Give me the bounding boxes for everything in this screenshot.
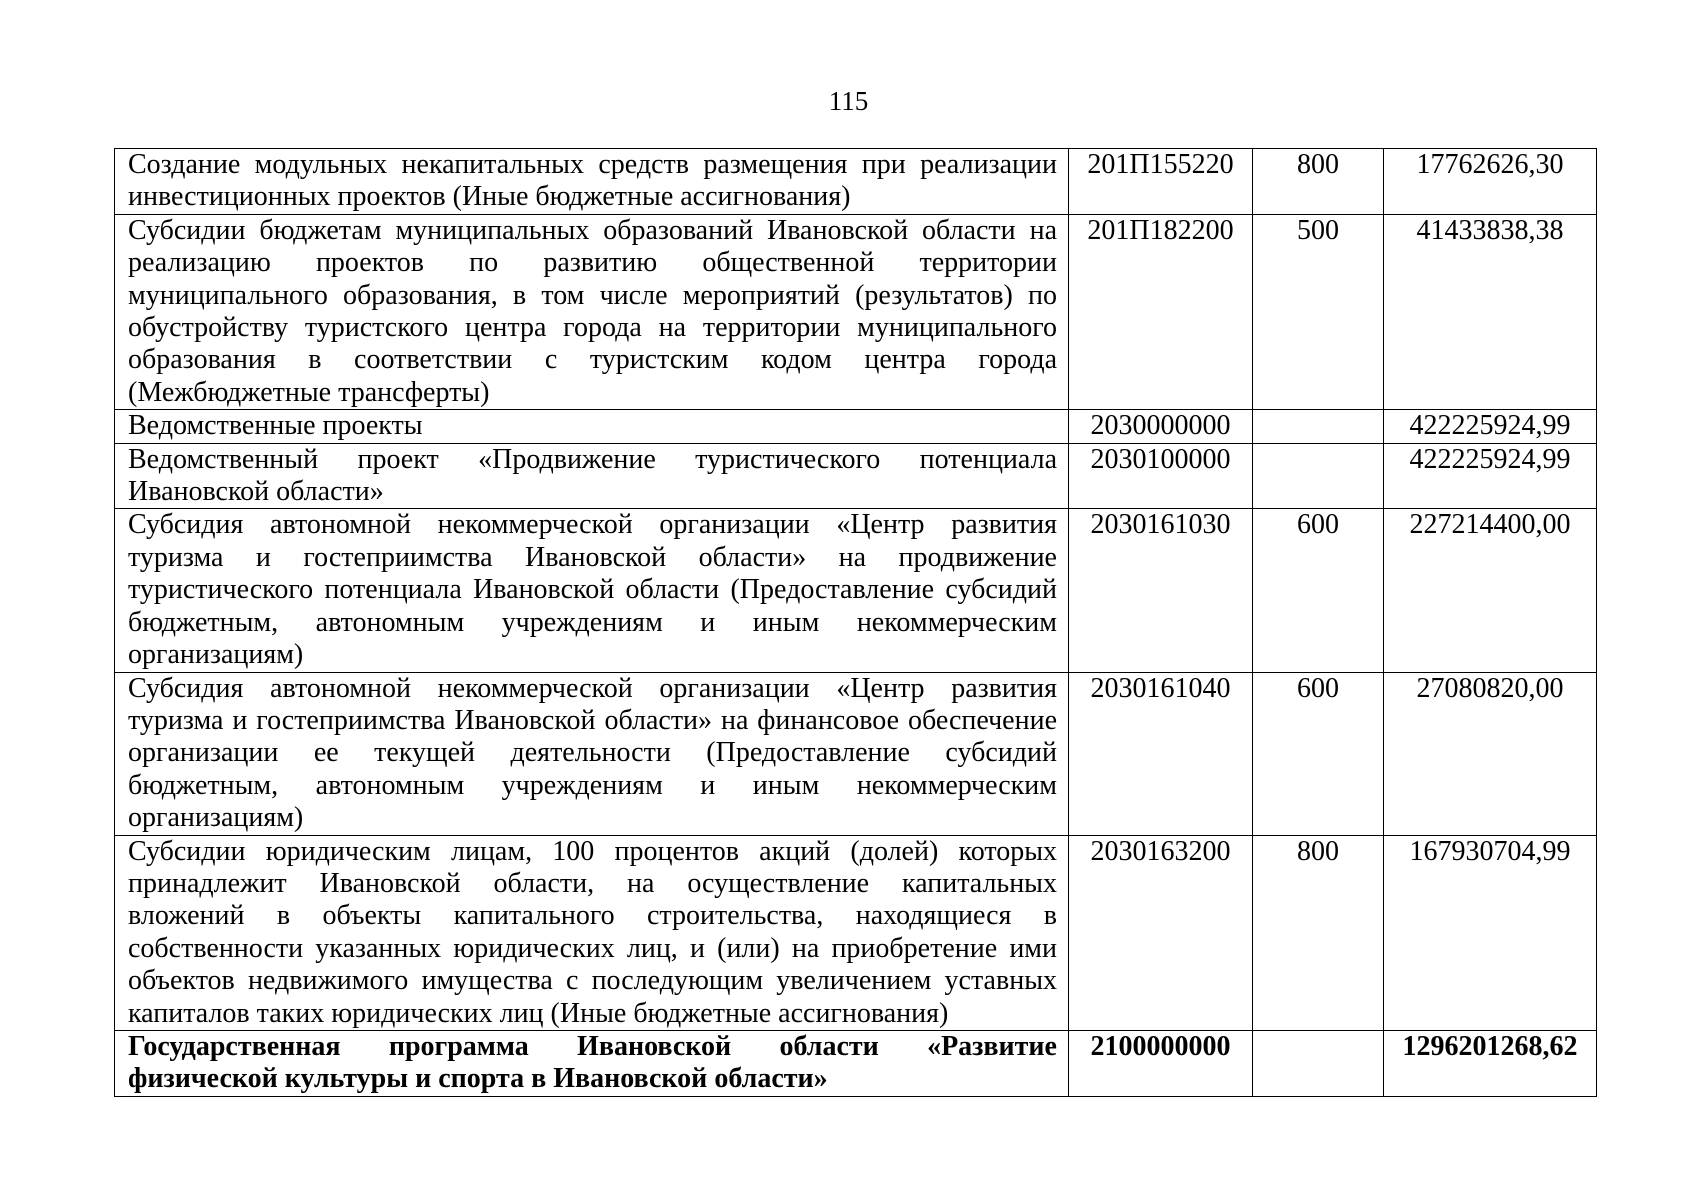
- table-row: [115, 443, 1597, 509]
- expense-type-cell: [1253, 443, 1384, 509]
- code-cell: 2030161040: [1069, 672, 1253, 835]
- description-cell: [115, 509, 1069, 672]
- description-line: вложений в объекты капитального строительства, находящиеся в: [128, 900, 1057, 932]
- budget-table: [114, 148, 1597, 1097]
- description-cell: [115, 410, 1069, 443]
- description-line: Субсидии юридическим лицам, 100 процентов акций (долей) которых: [128, 835, 1057, 867]
- description-line: Субсидия автономной некоммерческой организации «Центр развития: [128, 672, 1057, 704]
- code-cell: 2030163200: [1069, 835, 1253, 1030]
- expense-type-cell: 500: [1253, 214, 1384, 409]
- description-line: Ведомственные проекты: [128, 410, 423, 442]
- amount-cell: 227214400,00: [1384, 509, 1597, 672]
- table-row: [115, 509, 1597, 672]
- table-row: [115, 1030, 1597, 1096]
- description-cell: [115, 672, 1069, 835]
- expense-type-cell: [1253, 1030, 1384, 1096]
- description-cell: [115, 443, 1069, 509]
- description-line: (Межбюджетные трансферты): [128, 376, 490, 408]
- code-cell: 201П155220: [1069, 149, 1253, 215]
- description-cell: [115, 214, 1069, 409]
- table-row: [115, 410, 1597, 443]
- description-line: муниципального образования, в том числе мероприятий (результатов) по: [128, 279, 1057, 311]
- description-line: собственности указанных юридических лиц, и (или) на приобретение ими: [128, 932, 1057, 964]
- description-line: бюджетным, автономным учреждениям и иным некоммерческим: [128, 769, 1057, 801]
- code-cell: 201П182200: [1069, 214, 1253, 409]
- description-line: капиталов таких юридических лиц (Иные бюджетные ассигнования): [128, 997, 949, 1029]
- description-line: бюджетным, автономным учреждениям и иным некоммерческим: [128, 606, 1057, 638]
- amount-cell: 27080820,00: [1384, 672, 1597, 835]
- description-line: реализацию проектов по развитию общественной территории: [128, 247, 1057, 279]
- description-line: обустройству туристского центра города на территории муниципального: [128, 312, 1057, 344]
- description-line: Создание модульных некапитальных средств размещения при реализации: [128, 149, 1057, 180]
- description-line: принадлежит Ивановской области, на осуществление капитальных: [128, 867, 1057, 899]
- amount-cell: 1296201268,62: [1384, 1030, 1597, 1096]
- description-line: Субсидии бюджетам муниципальных образований Ивановской области на: [128, 214, 1057, 246]
- code-cell: 2030000000: [1069, 410, 1253, 443]
- description-line: объектов недвижимого имущества с последующим увеличением уставных: [128, 965, 1057, 997]
- description-line: инвестиционных проектов (Иные бюджетные ассигнования): [128, 181, 851, 213]
- expense-type-cell: 800: [1253, 149, 1384, 215]
- description-line: физической культуры и спорта в Ивановской области»: [128, 1063, 828, 1095]
- expense-type-cell: 600: [1253, 509, 1384, 672]
- amount-cell: 167930704,99: [1384, 835, 1597, 1030]
- description-line: Ведомственный проект «Продвижение туристического потенциала: [128, 443, 1057, 475]
- description-line: туризма и гостеприимства Ивановской области» на продвижение: [128, 541, 1057, 573]
- amount-cell: 41433838,38: [1384, 214, 1597, 409]
- description-line: Государственная программа Ивановской области «Развитие: [128, 1030, 1057, 1062]
- table-row: [115, 835, 1597, 1030]
- page-number: 115: [828, 86, 869, 116]
- expense-type-cell: 800: [1253, 835, 1384, 1030]
- code-cell: 2030100000: [1069, 443, 1253, 509]
- code-cell: 2030161030: [1069, 509, 1253, 672]
- amount-cell: 422225924,99: [1384, 443, 1597, 509]
- budget-table-body: [115, 149, 1597, 1097]
- table-row: [115, 672, 1597, 835]
- amount-cell: 17762626,30: [1384, 149, 1597, 215]
- description-cell: [115, 1030, 1069, 1096]
- description-cell: [115, 835, 1069, 1030]
- description-line: организации ее текущей деятельности (Предоставление субсидий: [128, 737, 1057, 769]
- amount-cell: 422225924,99: [1384, 410, 1597, 443]
- description-line: Субсидия автономной некоммерческой организации «Центр развития: [128, 509, 1057, 541]
- description-line: туризма и гостеприимства Ивановской области» на финансовое обеспечение: [128, 704, 1057, 736]
- description-line: Ивановской области»: [128, 476, 384, 508]
- table-row: [115, 149, 1597, 215]
- expense-type-cell: [1253, 410, 1384, 443]
- table-row: [115, 214, 1597, 409]
- expense-type-cell: 600: [1253, 672, 1384, 835]
- code-cell: 2100000000: [1069, 1030, 1253, 1096]
- description-cell: [115, 149, 1069, 215]
- description-line: образования в соответствии с туристским кодом центра города: [128, 344, 1057, 376]
- description-line: организациям): [128, 802, 304, 834]
- description-line: организациям): [128, 639, 304, 671]
- description-line: туристического потенциала Ивановской области (Предоставление субсидий: [128, 574, 1057, 606]
